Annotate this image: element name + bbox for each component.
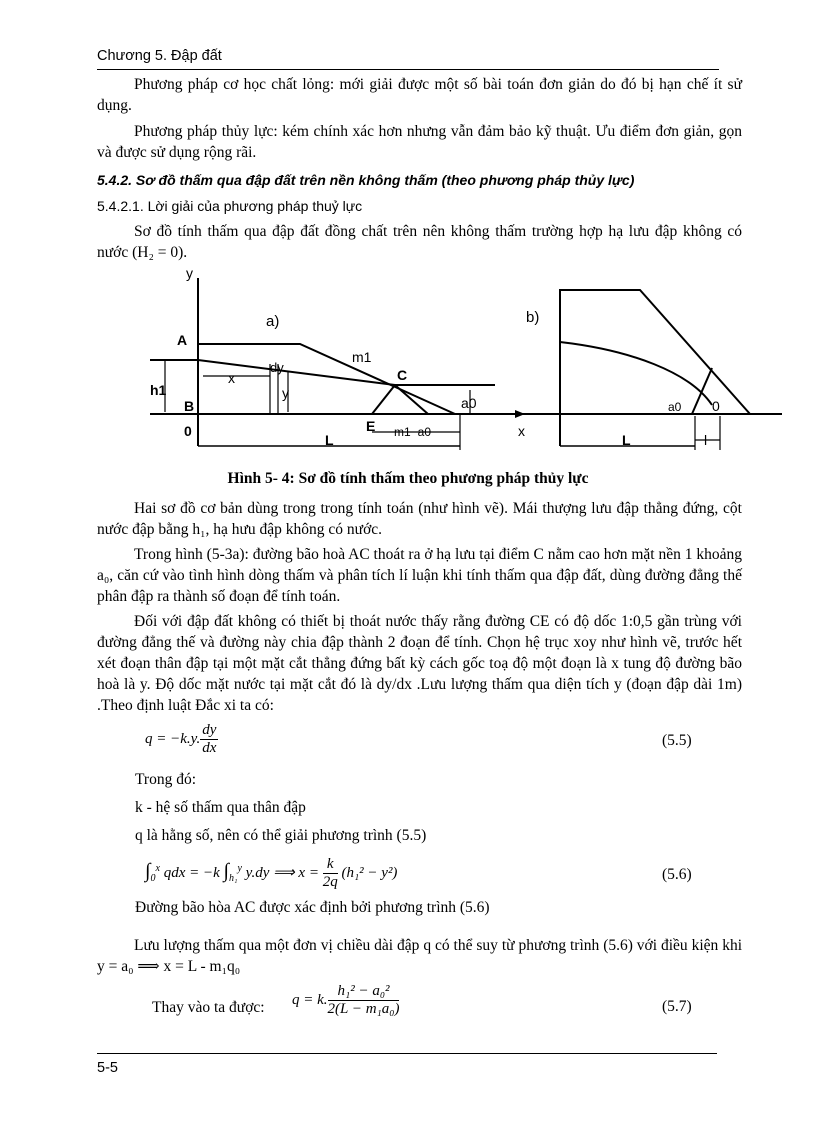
label-L-b: L bbox=[622, 432, 631, 448]
label-L-a: L bbox=[325, 432, 334, 448]
figure-caption: Hình 5- 4: Sơ đồ tính thấm theo phương pháp thủy lực bbox=[227, 470, 589, 487]
equation-number-5-5: (5.5) bbox=[662, 732, 692, 749]
x-axis-arrow bbox=[515, 410, 525, 418]
paragraph-flow-rate: Lưu lượng thấm qua một đơn vị chiều dài đập q có thể suy từ phương trình (5.6) với điều kiện khi y = a₀ ⟹ x = L - m₁q₀ bbox=[97, 937, 742, 975]
label-y: y bbox=[282, 385, 289, 401]
label-h1: h1 bbox=[150, 382, 167, 398]
label-m1: m1 bbox=[352, 349, 372, 365]
text-ac-line: Đường bão hòa AC được xác định bởi phương trình (5.6) bbox=[135, 899, 490, 916]
paragraph-darcy: Đối với đập đất không có thiết bị thoát nước thấy rằng đường CE có độ dốc 1:0,5 gần trùng với đường đẳng thế và đường này chia đập thành 2 đoạn để tính. Chọn hệ trục xoy như hình vẽ, trước hết xét đoạn thân đập tại một mặt cắt thẳng đứng bất kỳ cách gốc toạ độ một đoạn là x tung độ đường bão hoà là y. Độ dốc mặt nước tại mặt cắt đó là dy/dx .Lưu lượng thấm qua diện tích y (đoạn đập dài 1m) .Theo định luật Đắc xi ta có: bbox=[97, 613, 742, 714]
equation-5-7: q = k. $\frac{\text{h₁² − a₀²}}{\text{2(L − m₁a₀)}}$ bbox=[292, 983, 400, 1017]
label-o-b: 0 bbox=[712, 398, 720, 414]
label-a0-b: a0 bbox=[668, 400, 682, 414]
running-header: Chương 5. Đập đất bbox=[97, 48, 222, 64]
paragraph-figure-5-3a: Trong hình (5-3a): đường bão hoà AC thoát ra ở hạ lưu tại điểm C nằm cao hơn mặt nền 1 khoảng a₀, căn cứ vào tình hình dòng thấm và phân tích lí luận khi tính thấm qua đập đất, dùng đường đẳng thế phân đập ra thành số đoạn để tính toán. bbox=[97, 546, 742, 605]
label-a0: a0 bbox=[461, 395, 477, 411]
page-number: 5-5 bbox=[97, 1060, 118, 1076]
label-point-o: 0 bbox=[184, 423, 192, 439]
label-point-e: E bbox=[366, 418, 376, 434]
label-figure-a: a) bbox=[266, 313, 280, 330]
paragraph-hydraulic-method: Phương pháp thủy lực: kém chính xác hơn nhưng vẫn đảm bảo kỹ thuật. Ưu điểm đơn giản, gọn và được sử dụng rộng rãi. bbox=[97, 123, 742, 161]
equation-number-5-7: (5.7) bbox=[662, 998, 692, 1015]
label-x: x bbox=[228, 370, 235, 386]
equation-5-6: $\int_0^x$ qdx = −k $\int_{h_1}^y$ y.dy ⟹ x = $\frac{k}{2q}$ (h₁² − y²) bbox=[145, 856, 398, 890]
label-point-a: A bbox=[177, 332, 188, 348]
text-k-definition: k - hệ số thấm qua thân đập bbox=[135, 799, 306, 816]
footer-rule bbox=[97, 1053, 717, 1054]
paragraph-scheme-intro: Sơ đồ tính thấm qua đập đất đồng chất trên nên không thấm trường hợp hạ lưu đập không có nước (H₂ = 0). bbox=[97, 223, 742, 261]
text-q-constant: q là hằng số, nên có thể giải phương trình (5.5) bbox=[135, 827, 427, 844]
label-y-axis: y bbox=[186, 268, 193, 281]
label-dy: dy bbox=[270, 360, 284, 375]
drain-line-b bbox=[692, 368, 712, 414]
label-m1a0: m1−a0 bbox=[394, 425, 432, 439]
label-figure-b: b) bbox=[526, 309, 540, 326]
label-x-axis: x bbox=[518, 423, 525, 439]
paragraph-fluid-mechanics: Phương pháp cơ học chất lỏng: mới giải được một số bài toán đơn giản do đó bị hạn chế ít sử dụng. bbox=[97, 76, 742, 114]
text-where: Trong đó: bbox=[135, 771, 197, 788]
equation-number-5-6: (5.6) bbox=[662, 866, 692, 883]
label-point-c: C bbox=[397, 367, 408, 383]
phreatic-curve-b bbox=[560, 342, 712, 405]
label-point-b: B bbox=[184, 398, 195, 414]
dam-profile-b bbox=[560, 290, 750, 446]
seepage-diagram bbox=[0, 268, 816, 468]
text-substitute: Thay vào ta được: bbox=[152, 999, 265, 1016]
heading-5-4-2: 5.4.2. Sơ đồ thấm qua đập đất trên nền không thấm (theo phương pháp thủy lực) bbox=[97, 172, 635, 188]
heading-5-4-2-1: 5.4.2.1. Lời giải của phương pháp thuỷ lực bbox=[97, 198, 363, 214]
equipotential-ce bbox=[372, 385, 395, 414]
equation-5-5: q = −k.y. $\frac{dy}{dx}$ bbox=[145, 722, 217, 756]
label-l-b: l bbox=[704, 432, 708, 448]
header-rule bbox=[97, 69, 719, 70]
paragraph-two-schemes: Hai sơ đồ cơ bản dùng trong trong tính toán (như hình vẽ). Mái thượng lưu đập thẳng đứng, cột nước đập bằng h₁, hạ hưu đập không có nước. bbox=[97, 500, 742, 538]
